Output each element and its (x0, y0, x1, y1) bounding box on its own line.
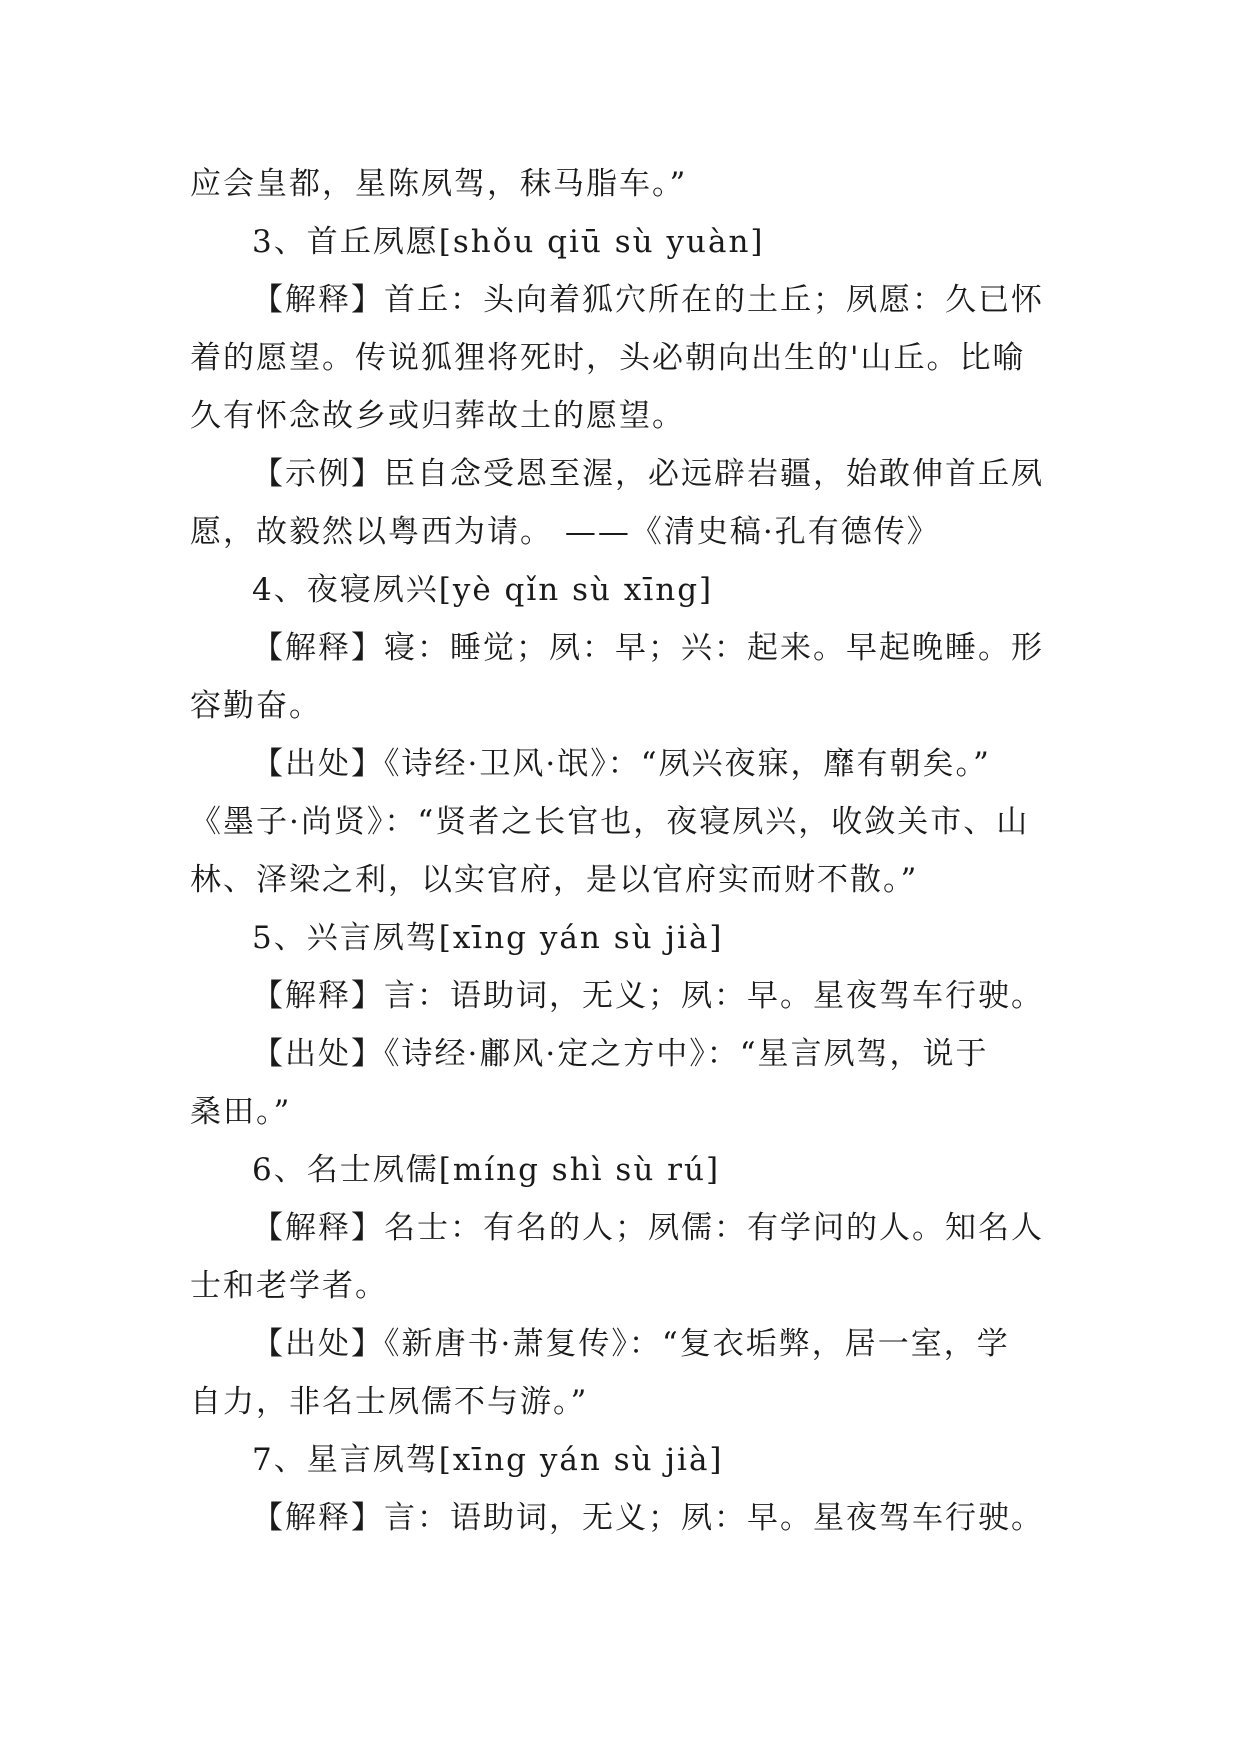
text-line: 自力，非名士夙儒不与游。” (190, 1384, 589, 1420)
text-line: 【解释】名士：有名的人；夙儒：有学问的人。知名人 (252, 1210, 1044, 1246)
text-line: 【解释】言：语助词，无义；夙：早。星夜驾车行驶。 (252, 1500, 1044, 1536)
text-line: 【解释】言：语助词，无义；夙：早。星夜驾车行驶。 (252, 978, 1044, 1014)
idiom-heading: 7、星言夙驾[xīng yán sù jià] (252, 1442, 724, 1478)
idiom-heading: 3、首丘夙愿[shǒu qiū sù yuàn] (252, 224, 765, 260)
text-line: 【出处】《诗经·鄘风·定之方中》：“星言夙驾，说于 (252, 1036, 989, 1072)
text-line: 【出处】《诗经·卫风·氓》：“夙兴夜寐，靡有朝矣。” (252, 746, 991, 782)
text-line: 愿，故毅然以粤西为请。 ——《清史稿·孔有德传》 (190, 514, 940, 550)
text-line: 【解释】首丘：头向着狐穴所在的土丘；夙愿：久已怀 (252, 282, 1044, 318)
text-line: 久有怀念故乡或归葬故土的愿望。 (190, 398, 685, 434)
document-body (190, 155, 1070, 1547)
text-line: 林、泽梁之利，以实官府，是以官府实而财不散。” (190, 862, 919, 898)
text-line: 【示例】臣自念受恩至渥，必远辟岩疆，始敢伸首丘夙 (252, 456, 1044, 492)
text-line: 容勤奋。 (190, 688, 322, 724)
idiom-heading: 4、夜寝夙兴[yè qǐn sù xīng] (252, 572, 714, 608)
text-line: 着的愿望。传说狐狸将死时，头必朝向出生的'山丘。比喻 (190, 340, 1026, 376)
idiom-heading: 6、名士夙儒[míng shì sù rú] (252, 1152, 721, 1188)
text-line: 桑田。” (190, 1094, 292, 1130)
text-line: 《墨子·尚贤》：“贤者之长官也，夜寝夙兴，收敛关市、山 (190, 804, 1030, 840)
text-line: 【出处】《新唐书·萧复传》：“复衣垢弊，居一室，学 (252, 1326, 1010, 1362)
text-line: 士和老学者。 (190, 1268, 388, 1304)
text-line: 【解释】寝：睡觉；夙：早；兴：起来。早起晚睡。形 (252, 630, 1044, 666)
text-line: 应会皇都，星陈夙驾，秣马脂车。” (190, 166, 688, 202)
idiom-heading: 5、兴言夙驾[xīng yán sù jià] (252, 920, 724, 956)
